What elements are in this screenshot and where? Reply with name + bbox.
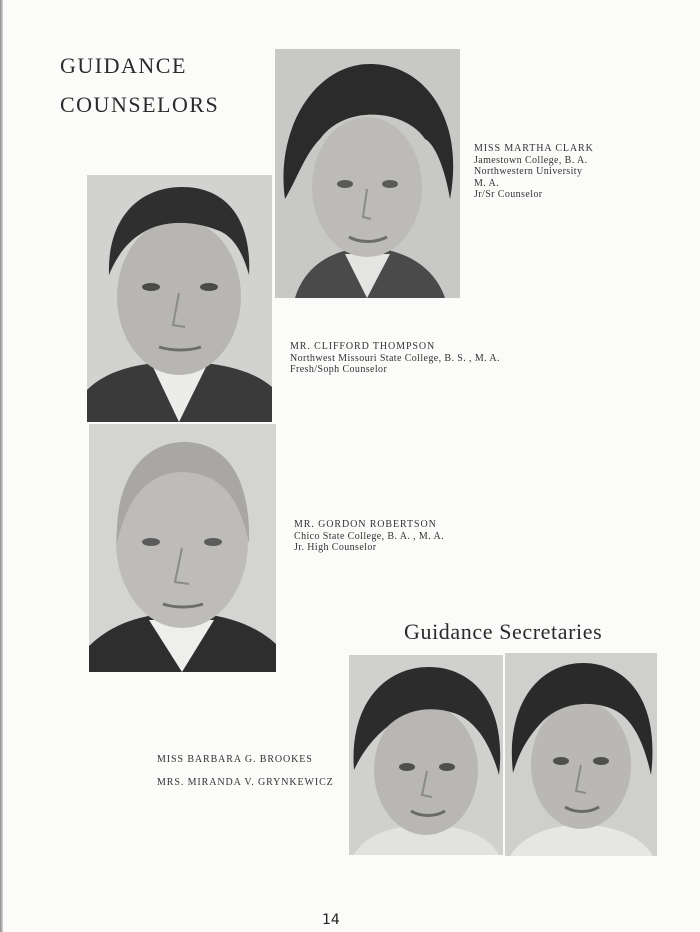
counselor-detail: Northwest Missouri State College, B. S. , M. A.	[290, 352, 500, 364]
portrait-miranda-grynkewicz	[505, 653, 657, 856]
heading-line-2: COUNSELORS	[60, 92, 220, 117]
secretary-name: MISS BARBARA G. BROOKES	[157, 754, 313, 765]
secretary-name: MRS. MIRANDA V. GRYNKEWICZ	[157, 777, 334, 788]
portrait-martha-clark	[275, 49, 460, 298]
counselor-detail: Jr. High Counselor	[294, 542, 377, 553]
caption-clifford-thompson	[290, 341, 500, 376]
counselor-detail: Northwestern University	[474, 166, 583, 177]
counselor-detail: Jamestown College, B. A.	[474, 154, 588, 166]
secretaries-names	[157, 748, 334, 794]
caption-martha-clark	[474, 143, 594, 201]
counselor-detail: Fresh/Soph Counselor	[290, 364, 388, 375]
portrait-barbara-brookes	[349, 655, 503, 855]
counselor-name: MR. CLIFFORD THOMPSON	[290, 341, 436, 352]
portrait-gordon-robertson	[89, 424, 276, 672]
caption-gordon-robertson	[294, 519, 444, 554]
page-binding-edge	[0, 0, 3, 932]
counselor-name: MR. GORDON ROBERTSON	[294, 519, 437, 530]
secretaries-heading: Guidance Secretaries	[404, 619, 603, 644]
counselor-detail: Chico State College, B. A. , M. A.	[294, 530, 444, 542]
page-number: 14	[322, 912, 340, 928]
counselor-name: MISS MARTHA CLARK	[474, 143, 594, 154]
heading-line-1: GUIDANCE	[60, 53, 187, 78]
counselor-detail: Jr/Sr Counselor	[474, 189, 543, 200]
portrait-clifford-thompson	[87, 175, 272, 422]
page-heading	[60, 46, 219, 124]
counselor-detail: M. A.	[474, 177, 500, 189]
